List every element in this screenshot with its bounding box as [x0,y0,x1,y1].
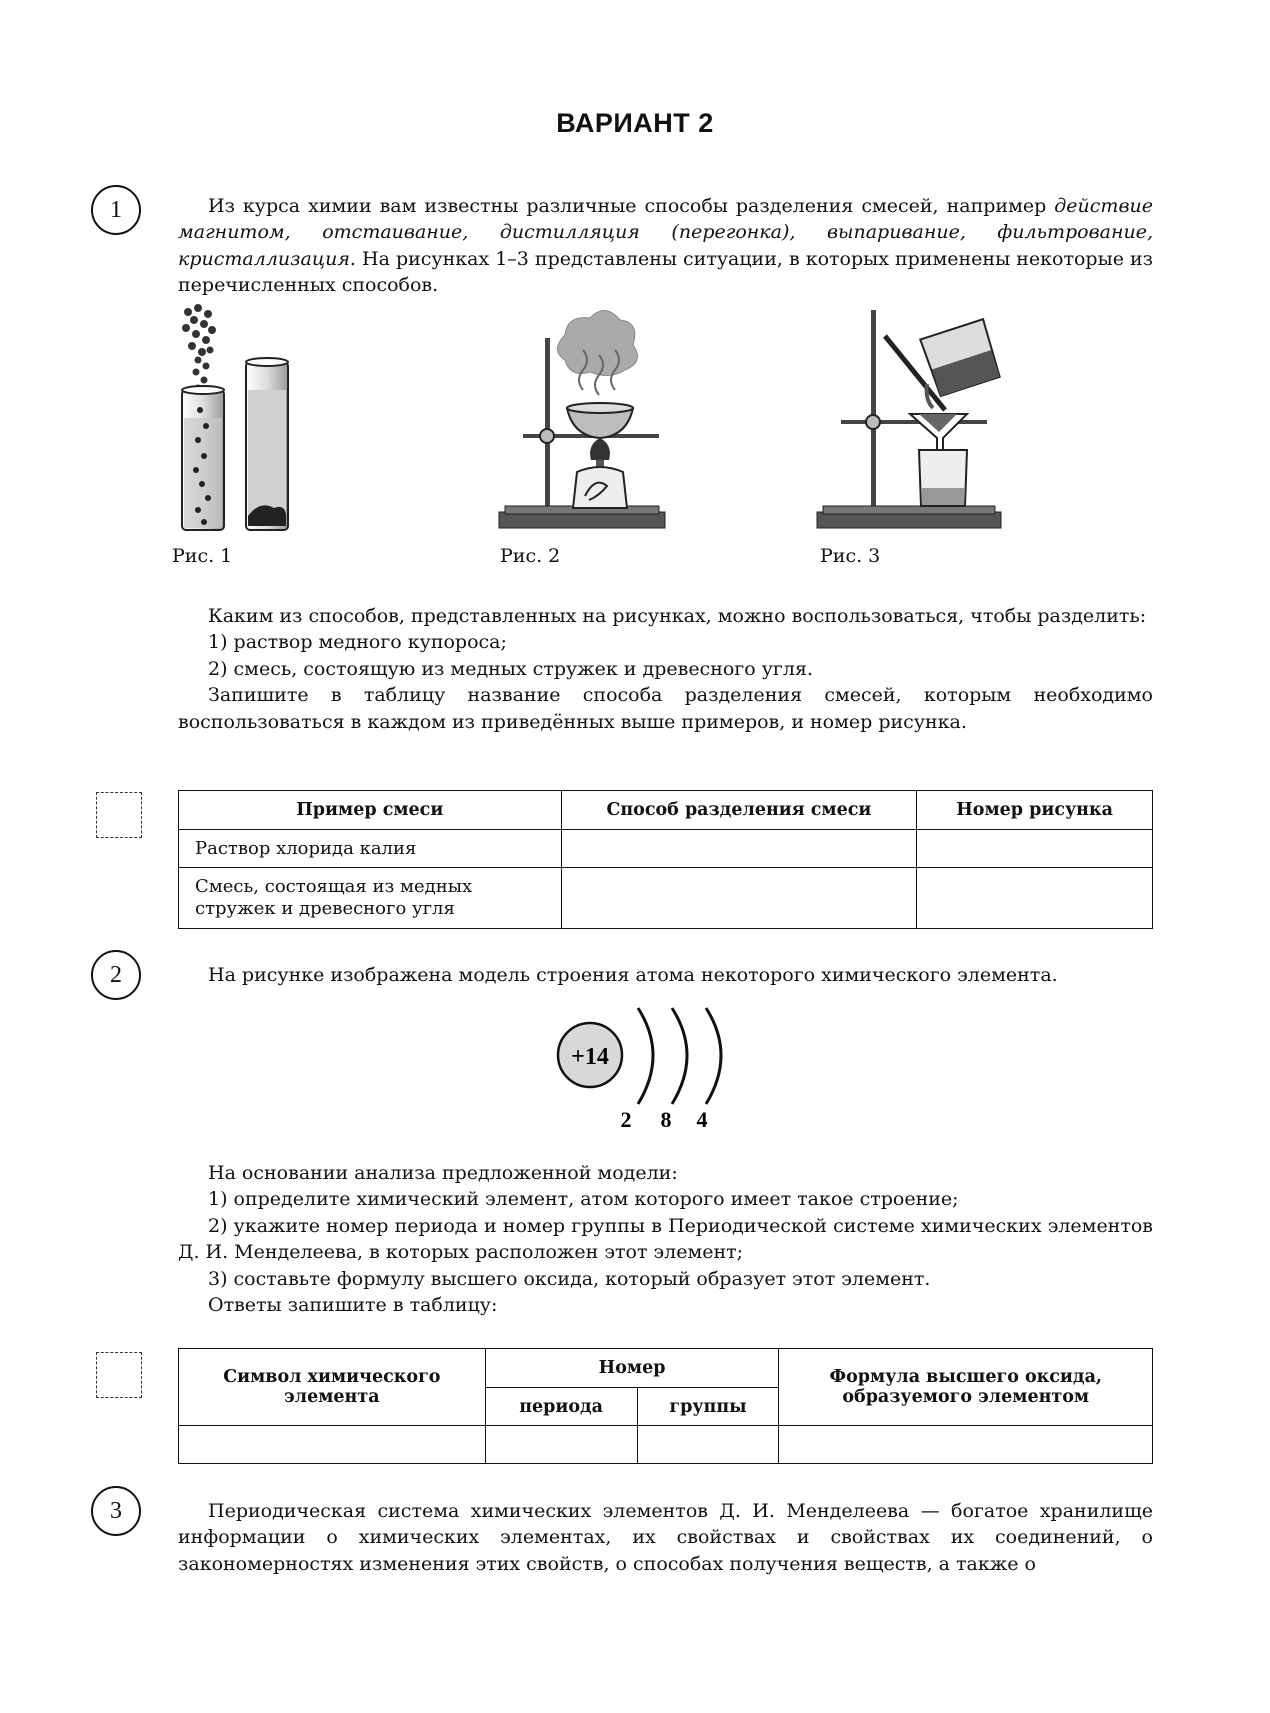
q3-text: Периодическая система химических элементов Д. И. Менделеева — богатое хранилище информации о химических элементах, их свойствах и свойствах их соединений, о закономерностях изменения этих свойств, о способах получения веществ, а также о [178,1500,1153,1575]
question-1-task [178,603,1153,735]
q1-row2-method-cell[interactable] [561,868,917,929]
q2-period-cell[interactable] [485,1426,637,1464]
q2-item-2: 2) укажите номер периода и номер группы в Периодической системе химических элементов Д. И. Менделеева, в которых расположен этот элемент; [178,1214,1153,1264]
question-2-intro [178,962,1153,988]
question-2-task [178,1160,1153,1318]
figure-3-filtration [815,300,1005,535]
q1-question: Каким из способов, представленных на рисунках, можно воспользоваться, чтобы разделить: [208,605,1147,627]
question-1-number: 1 [91,185,141,235]
q2-header-number: Номер [485,1349,779,1388]
figure-3-caption: Рис. 3 [820,545,881,567]
q2-answer-table [178,1348,1153,1464]
shell-3-electrons: 4 [696,1107,708,1132]
question-3-text [178,1498,1153,1577]
q1-row1-method-cell[interactable] [561,830,917,868]
q1-item-2: 2) смесь, состоящую из медных стружек и древесного угля. [208,657,813,680]
q2-item-3: 3) составьте формулу высшего оксида, который образует этот элемент. [208,1267,931,1290]
q2-oxide-cell[interactable] [779,1426,1153,1464]
q1-methods: действие магнитом, отстаивание, дистилляция (перегонка), выпаривание, фильтрование, кристаллизация. [178,195,1153,270]
q2-item-1: 1) определите химический элемент, атом которого имеет такое строение; [208,1188,959,1211]
q2-answer-mark-box [96,1352,142,1398]
q2-group-cell[interactable] [637,1426,779,1464]
question-2-number: 2 [91,950,141,1000]
figure-1-test-tubes [170,300,330,535]
q2-header-group: группы [637,1388,779,1426]
shell-1-electrons: 2 [620,1107,632,1132]
figure-2-caption: Рис. 2 [500,545,561,567]
q1-row2-figure-cell[interactable] [917,868,1153,929]
q1-intro-part1: Из курса химии вам известны различные способы разделения смесей, например [208,195,1055,217]
q1-intro-part2: На рисунках 1–3 представлены ситуации, в которых применены некоторые из перечисленных способов. [178,247,1154,297]
nucleus-charge: +14 [571,1044,609,1070]
question-1-intro [178,193,1153,299]
figure-1-caption: Рис. 1 [172,545,233,567]
page-title: ВАРИАНТ 2 [556,108,714,138]
question-3-number: 3 [91,1486,141,1536]
q1-item-1: 1) раствор медного купороса; [208,631,507,654]
q1-header-method: Способ разделения смеси [561,791,917,830]
q1-instruction: Запишите в таблицу название способа разделения смесей, которым необходимо воспользоваться в каждом из приведённых выше примеров, и номер рисунка. [178,684,1153,733]
q1-row1-figure-cell[interactable] [917,830,1153,868]
atom-model-diagram [550,1002,730,1132]
q2-intro: На рисунке изображена модель строения атома некоторого химического элемента. [208,964,1058,986]
q2-header-period: периода [485,1388,637,1426]
q1-header-example: Пример смеси [179,791,562,830]
q2-header-symbol: Символ химического элемента [179,1349,486,1426]
q1-answer-mark-box [96,792,142,838]
q2-lead: На основании анализа предложенной модели: [208,1162,678,1184]
q1-answer-table [178,790,1153,929]
q1-header-figure: Номер рисунка [917,791,1153,830]
q2-header-oxide: Формула высшего оксида, образуемого элементом [779,1349,1153,1426]
q1-row1-example: Раствор хлорида калия [179,830,562,868]
q2-answer-prompt: Ответы запишите в таблицу: [208,1294,498,1317]
q2-symbol-cell[interactable] [179,1426,486,1464]
q1-row2-example: Смесь, состоящая из медных стружек и древесного угля [179,868,562,929]
shell-2-electrons: 8 [660,1107,672,1132]
figure-2-evaporation [495,300,670,535]
